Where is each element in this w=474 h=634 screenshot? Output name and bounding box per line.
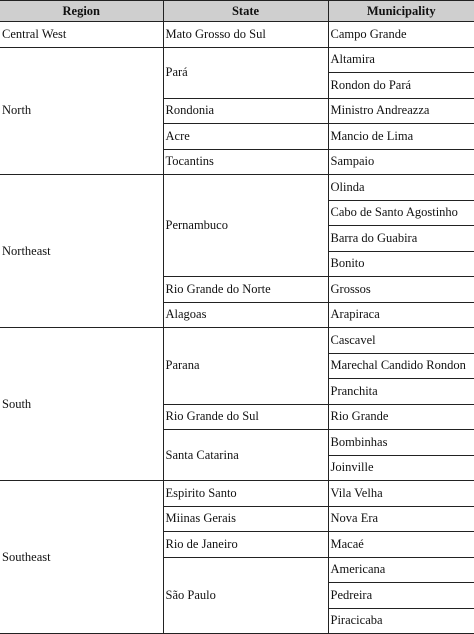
municipality-cell: Bombinhas (328, 430, 474, 456)
municipality-cell: Marechal Candido Rondon (328, 353, 474, 379)
municipality-cell: Piracicaba (328, 608, 474, 634)
state-cell: Parana (163, 328, 328, 405)
municipality-cell: Campo Grande (328, 22, 474, 48)
municipality-cell: Olinda (328, 175, 474, 201)
state-cell: Rio Grande do Sul (163, 404, 328, 430)
region-cell: North (0, 47, 163, 175)
municipality-cell: Altamira (328, 47, 474, 73)
state-cell: Rio de Janeiro (163, 532, 328, 558)
municipality-cell: Barra do Guabira (328, 226, 474, 252)
municipality-cell: Cascavel (328, 328, 474, 354)
municipality-cell: Pedreira (328, 583, 474, 609)
region-cell: Central West (0, 22, 163, 48)
municipality-cell: Rio Grande (328, 404, 474, 430)
table-row (0, 328, 474, 354)
state-cell: Miinas Gerais (163, 506, 328, 532)
municipality-cell: Rondon do Pará (328, 73, 474, 99)
state-cell: Rio Grande do Norte (163, 277, 328, 303)
state-cell: Pernambuco (163, 175, 328, 277)
municipality-cell: Bonito (328, 251, 474, 277)
state-cell: Mato Grosso do Sul (163, 22, 328, 48)
municipality-cell: Joinville (328, 455, 474, 481)
region-cell: Southeast (0, 481, 163, 634)
municipality-cell: Pranchita (328, 379, 474, 405)
header-region: Region (0, 1, 163, 22)
region-cell: South (0, 328, 163, 481)
municipality-cell: Mancio de Lima (328, 124, 474, 150)
table-body (0, 22, 474, 634)
table-row (0, 22, 474, 48)
state-cell: Acre (163, 124, 328, 150)
table-row (0, 175, 474, 201)
state-cell: Pará (163, 47, 328, 98)
state-cell: Espirito Santo (163, 481, 328, 507)
table-row (0, 47, 474, 73)
municipality-cell: Arapiraca (328, 302, 474, 328)
region-cell: Northeast (0, 175, 163, 328)
municipality-cell: Grossos (328, 277, 474, 303)
municipality-cell: Ministro Andreazza (328, 98, 474, 124)
municipality-cell: Nova Era (328, 506, 474, 532)
header-state: State (163, 1, 328, 22)
state-cell: Alagoas (163, 302, 328, 328)
state-cell: Tocantins (163, 149, 328, 175)
state-cell: São Paulo (163, 557, 328, 634)
municipality-cell: Americana (328, 557, 474, 583)
table-row (0, 481, 474, 507)
header-row (0, 1, 474, 22)
state-cell: Rondonia (163, 98, 328, 124)
municipality-cell: Sampaio (328, 149, 474, 175)
municipality-cell: Vila Velha (328, 481, 474, 507)
municipality-cell: Macaé (328, 532, 474, 558)
header-municipality: Municipality (328, 1, 474, 22)
municipality-cell: Cabo de Santo Agostinho (328, 200, 474, 226)
state-cell: Santa Catarina (163, 430, 328, 481)
